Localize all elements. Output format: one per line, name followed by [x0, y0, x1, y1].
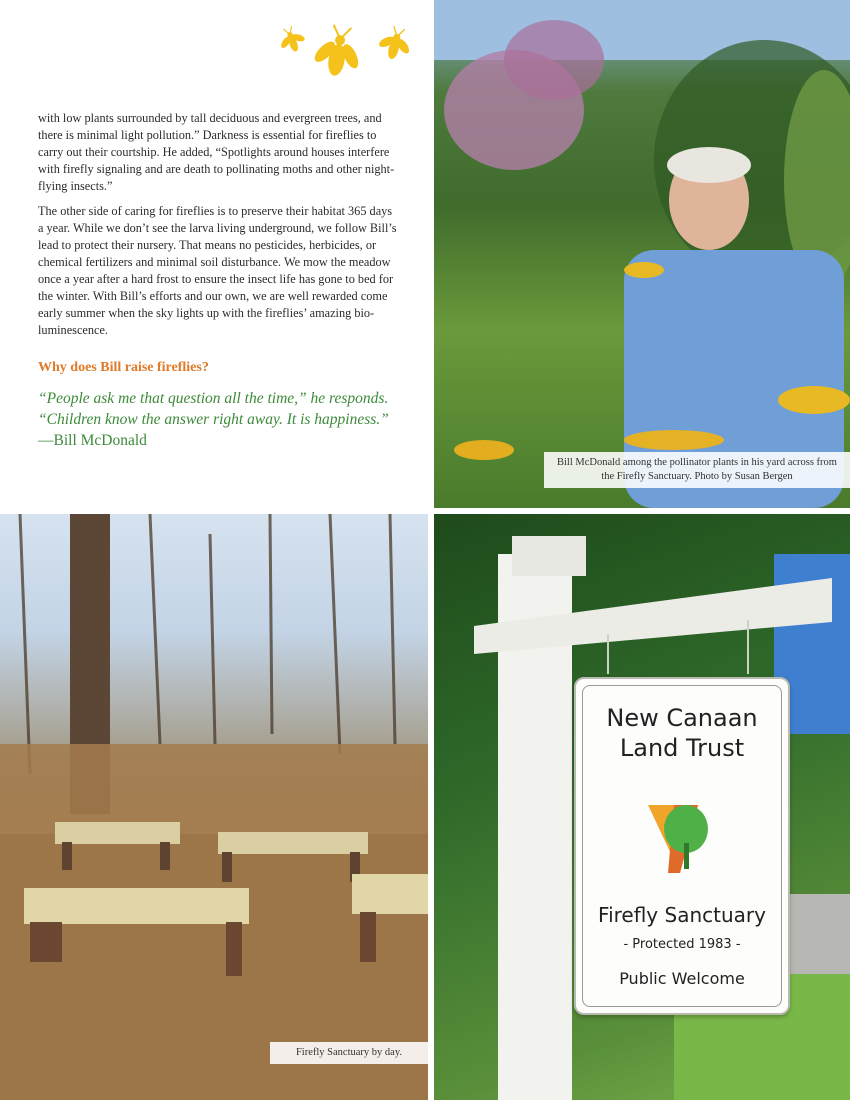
photo-caption: Firefly Sanctuary by day.: [270, 1042, 428, 1064]
tree-logo-icon: [644, 799, 714, 879]
firefly-icon: [309, 22, 368, 80]
firefly-decoration: [278, 18, 418, 88]
sign-organization: [576, 703, 788, 763]
sign-org-line: Land Trust: [619, 734, 745, 762]
body-paragraph: with low plants surrounded by tall deciduous and evergreen trees, and there is minimal light pollution.” Darkness is essential for fireflies to carry out their courtship. He added, “Spotlights around houses interfere with firefly signaling and are death to pollinating moths and other night-flying insects.”: [38, 111, 395, 193]
section-heading: Why does Bill raise fireflies?: [38, 360, 209, 375]
sign-public-welcome: Public Welcome: [619, 969, 745, 988]
firefly-icon: [374, 23, 416, 63]
quote-attribution: —Bill McDonald: [38, 432, 147, 449]
article-text: [38, 110, 400, 451]
benches-photo: [0, 514, 428, 1100]
sign-protected-year: - Protected 1983 -: [623, 937, 741, 952]
quote-text: “People ask me that question all the time,” he responds. “Children know the answer right away. It is happiness.”: [38, 390, 389, 428]
sign-sanctuary-name: Firefly Sanctuary: [598, 903, 766, 927]
body-paragraph: The other side of caring for fireflies is to preserve their habitat 365 days a year. While we don’t see the larva living underground, we follow Bill’s lead to protect their nursery. That means no pesticides, herbicides, or chemical fertilizers and minimal soil disturbance. We mow the meadow once a year after a hard frost to ensure the insect life has gone to bed for the winter. With Bill’s efforts and our own, we are well rewarded come early summer when the sky lights up with the fireflies’ amazing bio-luminescence.: [38, 204, 397, 337]
portrait-photo: [434, 0, 850, 508]
photo-caption: Bill McDonald among the pollinator plants in his yard across from the Firefly Sanctuary. Photo by Susan Bergen: [544, 452, 850, 488]
land-trust-sign: [574, 677, 790, 1015]
benches-scene: [0, 514, 428, 1100]
portrait-scene: [434, 0, 850, 508]
firefly-icon: [278, 23, 309, 56]
sign-photo: [434, 514, 850, 1100]
pull-quote: [38, 388, 400, 451]
sign-org-line: New Canaan: [606, 704, 758, 732]
